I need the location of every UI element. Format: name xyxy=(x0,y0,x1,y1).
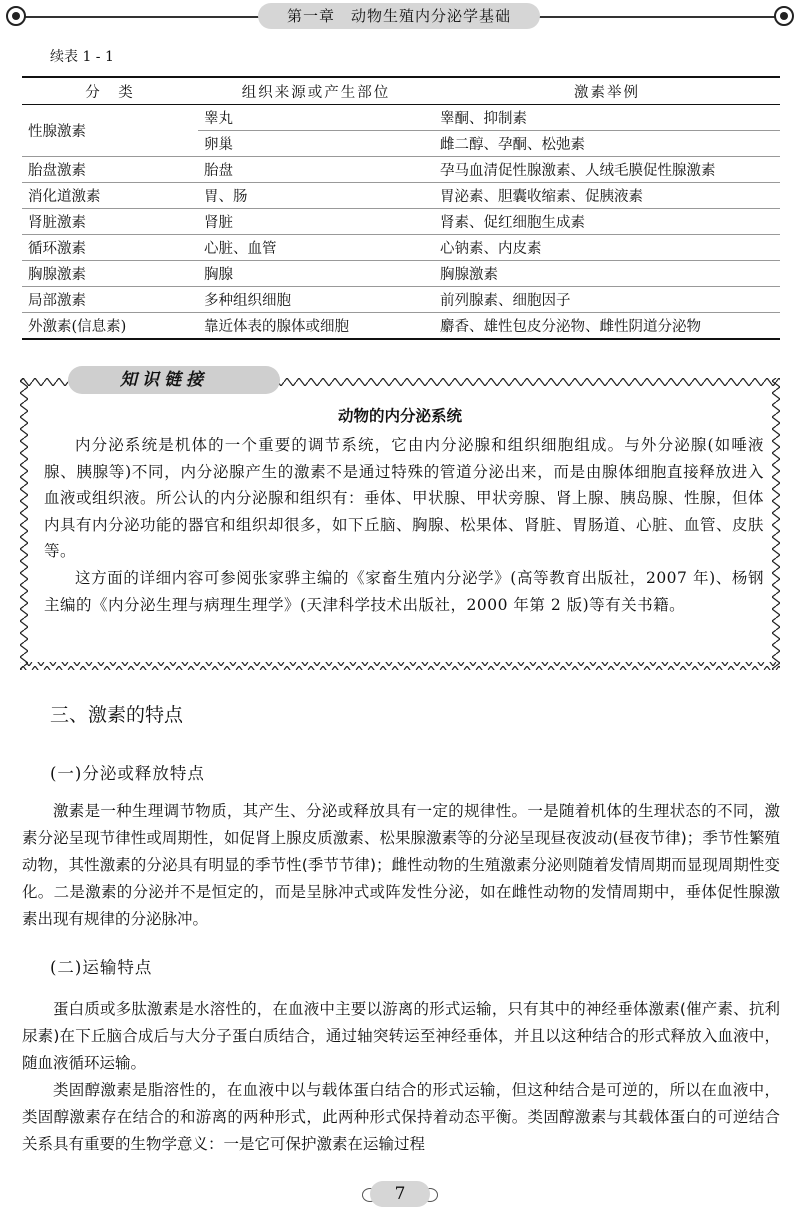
column-header-source: 组织来源或产生部位 xyxy=(198,77,434,105)
body-paragraph: 蛋白质或多肽激素是水溶性的，在血液中主要以游离的形式运输，只有其中的神经垂体激素(催产素、抗利尿素)在下丘脑合成后与大分子蛋白质结合，通过轴突转运至神经垂体，并且以这种结合的形式释放入血液中，随血液循环运输。 xyxy=(22,1000,780,1072)
table-cell: 胸腺 xyxy=(198,261,434,287)
table-cell: 胎盘 xyxy=(198,157,434,183)
subsection-heading: (一)分泌或释放特点 xyxy=(50,764,205,783)
box-paragraph: 内分泌系统是机体的一个重要的调节系统，它由内分泌腺和组织细胞组成。与外分泌腺(如唾液腺、胰腺等)不同，内分泌腺产生的激素不是通过特殊的管道分泌出来，而是由腺体细胞直接释放进入血液或组织液。所公认的内分泌腺和组织有：垂体、甲状腺、甲状旁腺、肾上腺、胰岛腺、性腺，但体内具有内分泌功能的器官和组织却很多，如下丘脑、胸腺、松果体、肾脏、胃肠道、心脏、血管、皮肤等。 xyxy=(44,436,765,560)
subsection-heading: (二)运输特点 xyxy=(50,958,153,977)
page-number: 7 xyxy=(370,1181,430,1207)
table-cell: 孕马血清促性腺激素、人绒毛膜促性腺激素 xyxy=(434,157,780,183)
body-paragraph: 激素是一种生理调节物质，其产生、分泌或释放具有一定的规律性。一是随着机体的生理状态的不同，激素分泌呈现节律性或周期性，如促肾上腺皮质激素、松果腺激素等的分泌呈现昼夜波动(昼夜节律)；季节性繁殖动物，其性激素的分泌具有明显的季节性(季节节律)；雌性动物的生殖激素分泌则随着发情周期而显现周期性变化。二是激素的分泌并不是恒定的，而是呈脉冲式或阵发性分泌，如在雌性动物的发情周期中，垂体促性腺激素出现有规律的分泌脉冲。 xyxy=(22,802,780,928)
table-cell: 性腺激素 xyxy=(22,105,198,157)
knowledge-link-tag: 知识链接 xyxy=(68,366,280,394)
table-header-row xyxy=(22,77,780,105)
table-cell: 雌二醇、孕酮、松弛素 xyxy=(434,131,780,157)
table-cell: 肾脏激素 xyxy=(22,209,198,235)
table-row xyxy=(22,235,780,261)
page-number-badge xyxy=(362,1181,438,1207)
column-header-category: 分 类 xyxy=(22,77,198,105)
box-title: 动物的内分泌系统 xyxy=(337,407,462,425)
table-row xyxy=(22,157,780,183)
table-cell: 多种组织细胞 xyxy=(198,287,434,313)
section-heading: 三、激素的特点 xyxy=(50,704,184,726)
header-ornament-left xyxy=(6,6,26,26)
table-row xyxy=(22,105,780,131)
chapter-title: 第一章 动物生殖内分泌学基础 xyxy=(258,3,540,29)
table-cell: 心脏、血管 xyxy=(198,235,434,261)
table-row xyxy=(22,209,780,235)
table-cell: 外激素(信息素) xyxy=(22,313,198,340)
table-cell: 肾素、促红细胞生成素 xyxy=(434,209,780,235)
table-cell: 胸腺激素 xyxy=(434,261,780,287)
body-paragraph: 类固醇激素是脂溶性的，在血液中以与载体蛋白结合的形式运输，但这种结合是可逆的，所以在血液中，类固醇激素存在结合的和游离的两种形式，此两种形式保持着动态平衡。类固醇激素与其载体蛋白的可逆结合关系具有重要的生物学意义：一是它可保护激素在运输过程 xyxy=(22,1081,780,1153)
table-cell: 睾丸 xyxy=(198,105,434,131)
table-cell: 局部激素 xyxy=(22,287,198,313)
column-header-examples: 激素举例 xyxy=(434,77,780,105)
table-cell: 睾酮、抑制素 xyxy=(434,105,780,131)
table-cell: 胸腺激素 xyxy=(22,261,198,287)
table-cell: 卵巢 xyxy=(198,131,434,157)
box-paragraph: 这方面的详细内容可参阅张家骅主编的《家畜生殖内分泌学》(高等教育出版社，2007 年)、杨钢主编的《内分泌生理与病理生理学》(天津科学技术出版社，2000 年第 2 版)等有关书籍。 xyxy=(44,569,764,614)
table-cell: 靠近体表的腺体或细胞 xyxy=(198,313,434,340)
table-row xyxy=(22,287,780,313)
table-cell: 循环激素 xyxy=(22,235,198,261)
table-cell: 胃、肠 xyxy=(198,183,434,209)
table-row xyxy=(22,261,780,287)
table-row xyxy=(22,313,780,340)
hormone-table xyxy=(22,76,780,340)
table-cell: 胎盘激素 xyxy=(22,157,198,183)
table-caption: 续表 1 - 1 xyxy=(50,49,114,65)
knowledge-link-box xyxy=(20,370,780,670)
table-cell: 消化道激素 xyxy=(22,183,198,209)
table-cell: 胃泌素、胆囊收缩素、促胰液素 xyxy=(434,183,780,209)
table-cell: 肾脏 xyxy=(198,209,434,235)
table-cell: 心钠素、内皮素 xyxy=(434,235,780,261)
header-ornament-right xyxy=(774,6,794,26)
table-cell: 前列腺素、细胞因子 xyxy=(434,287,780,313)
table-cell: 麝香、雄性包皮分泌物、雌性阴道分泌物 xyxy=(434,313,780,340)
page-header xyxy=(0,0,800,34)
table-row xyxy=(22,183,780,209)
